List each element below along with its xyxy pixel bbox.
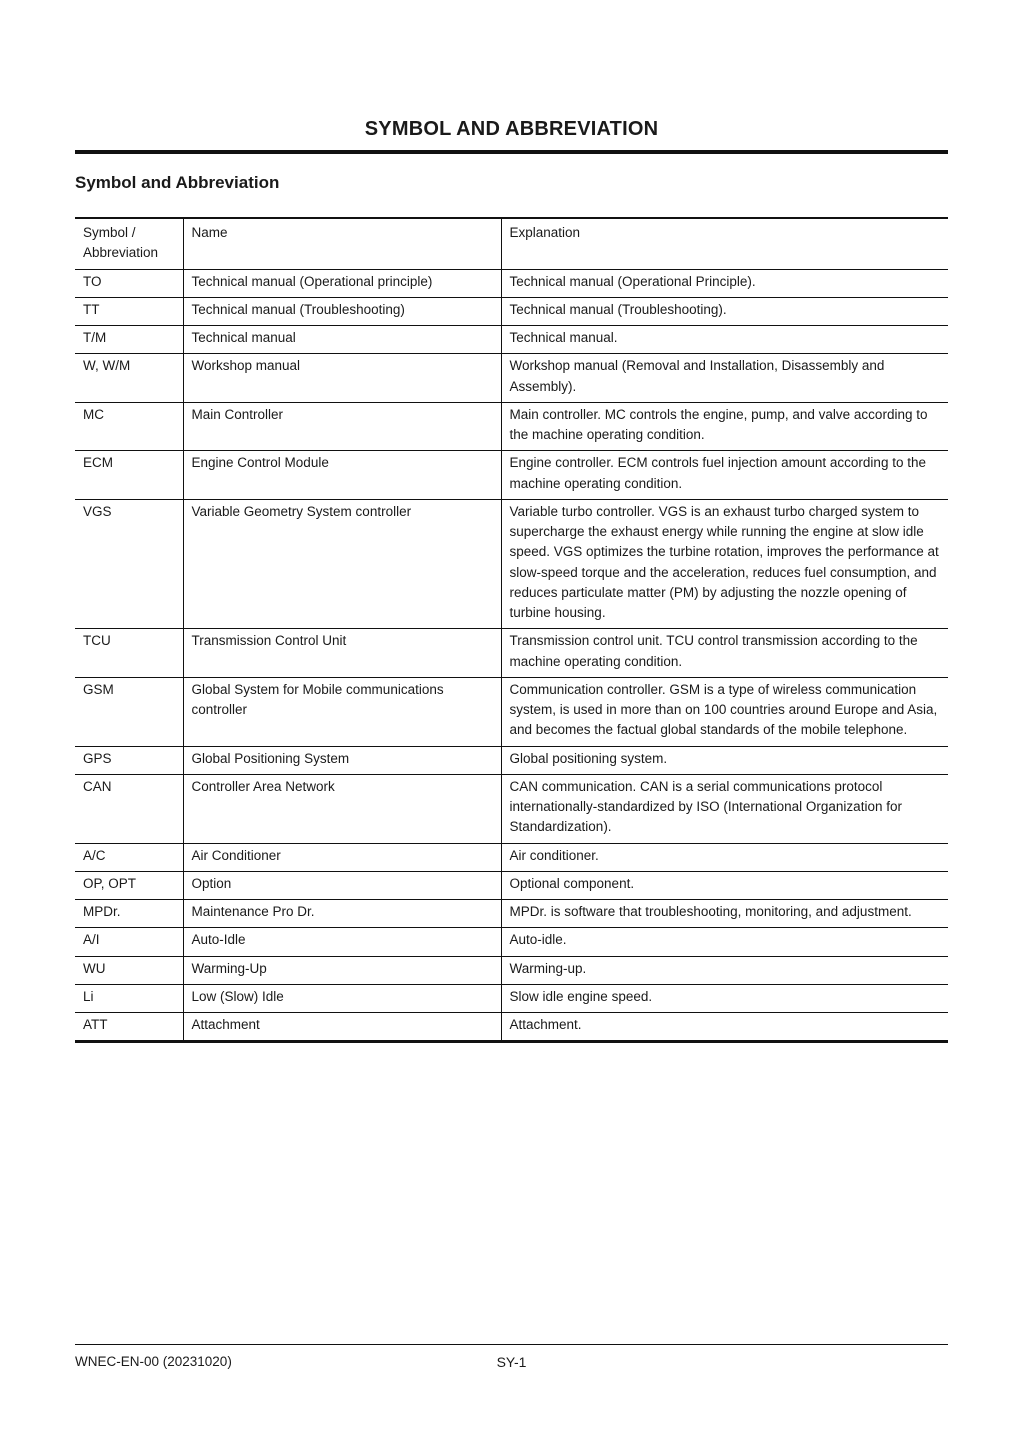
table-row	[75, 900, 948, 928]
table-row	[75, 297, 948, 325]
symbol-cell: TCU	[75, 629, 183, 678]
abbreviation-table-header	[75, 218, 948, 269]
name-cell: Controller Area Network	[183, 774, 501, 843]
header-symbol: Symbol / Abbreviation	[75, 218, 183, 269]
title-rule	[75, 150, 948, 154]
name-cell: Auto-Idle	[183, 928, 501, 956]
name-cell: Workshop manual	[183, 354, 501, 403]
explanation-cell: Transmission control unit. TCU control transmission according to the machine operating condition.	[501, 629, 948, 678]
document-code: WNEC-EN-00 (20231020)	[75, 1354, 232, 1369]
symbol-cell: WU	[75, 956, 183, 984]
symbol-cell: W, W/M	[75, 354, 183, 403]
name-cell: Warming-Up	[183, 956, 501, 984]
abbreviation-table	[75, 217, 948, 1043]
page-number: SY-1	[496, 1354, 527, 1370]
symbol-cell: MPDr.	[75, 900, 183, 928]
symbol-cell: GPS	[75, 746, 183, 774]
symbol-cell: A/C	[75, 843, 183, 871]
name-cell: Option	[183, 871, 501, 899]
name-cell: Engine Control Module	[183, 451, 501, 500]
table-row	[75, 629, 948, 678]
explanation-cell: Technical manual.	[501, 326, 948, 354]
section-heading: Symbol and Abbreviation	[75, 173, 280, 192]
page-footer	[75, 1344, 948, 1374]
table-row	[75, 928, 948, 956]
name-cell: Attachment	[183, 1013, 501, 1042]
explanation-cell: Main controller. MC controls the engine, pump, and valve according to the machine operating condition.	[501, 402, 948, 451]
explanation-cell: Variable turbo controller. VGS is an exhaust turbo charged system to supercharge the exhaust energy while running the engine at slow idle speed. VGS optimizes the turbine rotation, improves the performance at slow-speed torque and the acceleration, reduces fuel consumption, and reduces particulate matter (PM) by adjusting the nozzle opening of turbine housing.	[501, 499, 948, 629]
explanation-cell: Auto-idle.	[501, 928, 948, 956]
table-row	[75, 1013, 948, 1042]
explanation-cell: Global positioning system.	[501, 746, 948, 774]
header-explanation: Explanation	[501, 218, 948, 269]
name-cell: Air Conditioner	[183, 843, 501, 871]
table-row	[75, 402, 948, 451]
symbol-cell: VGS	[75, 499, 183, 629]
explanation-cell: Technical manual (Troubleshooting).	[501, 297, 948, 325]
name-cell: Technical manual (Operational principle)	[183, 269, 501, 297]
symbol-cell: OP, OPT	[75, 871, 183, 899]
explanation-cell: Communication controller. GSM is a type of wireless communication system, is used in more than on 100 countries around Europe and Asia, and becomes the factual global standards of the mobile telephone.	[501, 677, 948, 746]
explanation-cell: Slow idle engine speed.	[501, 984, 948, 1012]
abbreviation-table-body	[75, 269, 948, 1042]
table-row	[75, 677, 948, 746]
table-row	[75, 499, 948, 629]
symbol-cell: ATT	[75, 1013, 183, 1042]
table-row	[75, 326, 948, 354]
name-cell: Technical manual	[183, 326, 501, 354]
name-cell: Main Controller	[183, 402, 501, 451]
table-row	[75, 843, 948, 871]
table-row	[75, 269, 948, 297]
name-cell: Global Positioning System	[183, 746, 501, 774]
table-row	[75, 354, 948, 403]
symbol-cell: A/I	[75, 928, 183, 956]
name-cell: Global System for Mobile communications controller	[183, 677, 501, 746]
explanation-cell: Technical manual (Operational Principle).	[501, 269, 948, 297]
explanation-cell: MPDr. is software that troubleshooting, monitoring, and adjustment.	[501, 900, 948, 928]
name-cell: Low (Slow) Idle	[183, 984, 501, 1012]
table-row	[75, 871, 948, 899]
explanation-cell: Workshop manual (Removal and Installation, Disassembly and Assembly).	[501, 354, 948, 403]
table-row	[75, 984, 948, 1012]
explanation-cell: Engine controller. ECM controls fuel injection amount according to the machine operating condition.	[501, 451, 948, 500]
explanation-cell: Warming-up.	[501, 956, 948, 984]
name-cell: Technical manual (Troubleshooting)	[183, 297, 501, 325]
symbol-cell: ECM	[75, 451, 183, 500]
name-cell: Transmission Control Unit	[183, 629, 501, 678]
explanation-cell: CAN communication. CAN is a serial communications protocol internationally-standardized by ISO (International Organization for Standardization).	[501, 774, 948, 843]
header-row	[75, 218, 948, 269]
page-content	[75, 0, 948, 1043]
symbol-cell: CAN	[75, 774, 183, 843]
name-cell: Maintenance Pro Dr.	[183, 900, 501, 928]
page-title: SYMBOL AND ABBREVIATION	[364, 118, 659, 140]
name-cell: Variable Geometry System controller	[183, 499, 501, 629]
table-row	[75, 774, 948, 843]
symbol-cell: TT	[75, 297, 183, 325]
explanation-cell: Attachment.	[501, 1013, 948, 1042]
symbol-cell: T/M	[75, 326, 183, 354]
table-row	[75, 746, 948, 774]
header-name: Name	[183, 218, 501, 269]
table-row	[75, 956, 948, 984]
explanation-cell: Optional component.	[501, 871, 948, 899]
table-row	[75, 451, 948, 500]
footer-inner	[75, 1354, 948, 1374]
explanation-cell: Air conditioner.	[501, 843, 948, 871]
symbol-cell: TO	[75, 269, 183, 297]
symbol-cell: GSM	[75, 677, 183, 746]
symbol-cell: Li	[75, 984, 183, 1012]
symbol-cell: MC	[75, 402, 183, 451]
